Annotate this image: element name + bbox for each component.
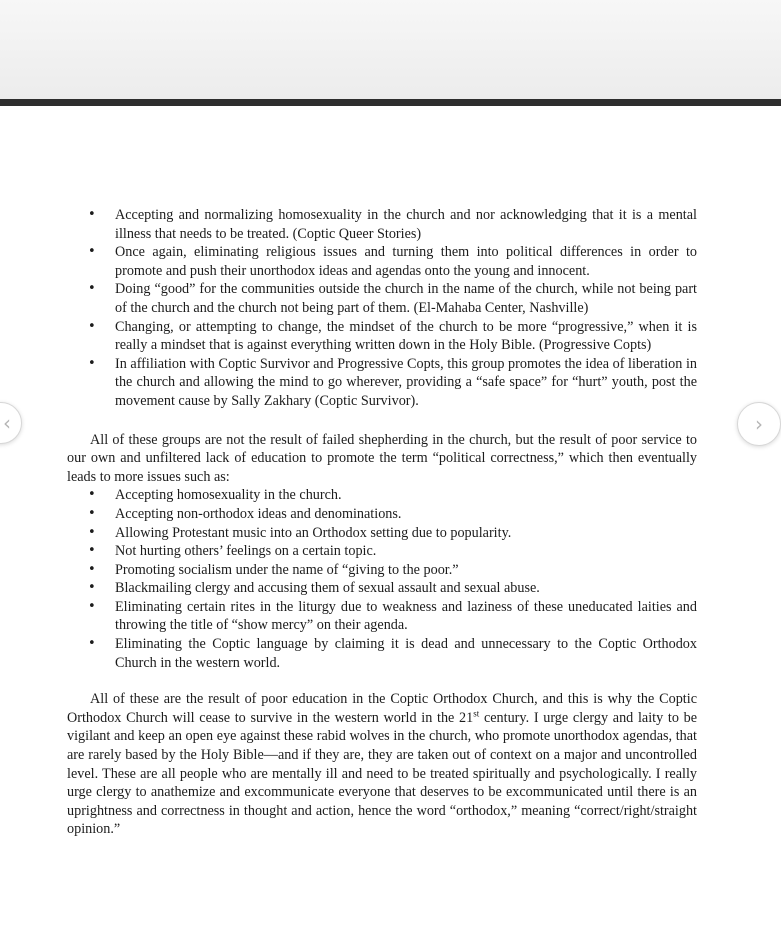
document-page (67, 206, 697, 839)
bullet-icon: • (88, 524, 96, 540)
next-button[interactable] (737, 402, 781, 446)
bullet-icon: • (88, 561, 96, 577)
bullet-icon: • (88, 207, 96, 222)
list-item: • Changing, or attempting to change, the mindset of the church to be more “progressive,” when it is really a mindset that is against everything written down in the Holy Bible. (Progressive Copts) (88, 318, 697, 354)
paragraph-2: All of these are the result of poor education in the Coptic Orthodox Church, and this is why the Coptic Orthodox Church will cease to survive in the western world in the 21st century. I urge clergy and laity to be vigilant and keep an open eye against these rabid wolves in the church, who promote unorthodox agendas, that are rarely based by the Holy Bible—and if they are, they are taken out of context on a major and uncontrolled level. These are all people who are mentally ill and need to be treated spiritually and psychologically. I really urge clergy to anathemize and excommunicate everyone that deserves to be excommunicated until there is an uprightness and correctness in thought and action, hence the word “orthodox,” meaning “correct/right/straight opinion.” (67, 691, 698, 838)
header-band (0, 0, 781, 100)
bullet-icon: • (88, 580, 96, 596)
header-divider (0, 99, 781, 106)
list-item: • Accepting homosexuality in the church. (88, 487, 342, 504)
list-item: • Not hurting others’ feelings on a certain topic. (88, 543, 377, 560)
chevron-right-icon: › (755, 412, 763, 436)
bullet-icon: • (88, 598, 96, 614)
bullet-icon: • (88, 318, 96, 334)
list-item: • Eliminating certain rites in the liturgy due to weakness and laziness of these uneducated laities and throwing the title of “show mercy” on their agenda. (88, 598, 697, 634)
bullet-icon: • (88, 281, 96, 297)
list-item: • Allowing Protestant music into an Orthodox setting due to popularity. (88, 524, 512, 541)
list-item: • Doing “good” for the communities outside the church in the name of the church, while not being part of the church and the church not being part of them. (El-Mahaba Center, Nashville) (88, 281, 697, 316)
list-item: • Once again, eliminating religious issues and turning them into political differences in order to promote and push their unorthodox ideas and agendas onto the young and innocent. (88, 244, 697, 279)
bullet-icon: • (88, 355, 96, 371)
chevron-left-icon: ‹ (3, 411, 11, 435)
list-item: • Blackmailing clergy and accusing them of sexual assault and sexual abuse. (88, 580, 540, 597)
bullet-icon: • (88, 636, 96, 652)
bullet-icon: • (88, 487, 96, 503)
bullet-icon: • (88, 244, 96, 260)
previous-button[interactable] (0, 402, 22, 444)
list-item: • Accepting and normalizing homosexuality in the church and nor acknowledging that it is a mental illness that needs to be treated. (Coptic Queer Stories) (88, 207, 697, 242)
paragraph-1: All of these groups are not the result of failed shepherding in the church, but the result of poor service to our own and unfiltered lack of education to promote the term “political correctness,” which then eventually leads to more issues such as: (67, 431, 697, 485)
issue-list-top (67, 206, 697, 411)
bullet-icon: • (88, 543, 96, 559)
issue-list-bottom (67, 486, 697, 672)
list-item: • In affiliation with Coptic Survivor and Progressive Copts, this group promotes the idea of liberation in the church and allowing the mind to go wherever, providing a “safe space” for “hurt” youth, post the movement cause by Sally Zakhary (Coptic Survivor). (88, 355, 697, 409)
list-item: • Promoting socialism under the name of “giving to the poor.” (88, 561, 459, 578)
list-item: • Eliminating the Coptic language by claiming it is dead and unnecessary to the Coptic Orthodox Church in the western world. (88, 636, 697, 671)
list-item: • Accepting non-orthodox ideas and denominations. (88, 505, 402, 522)
bullet-icon: • (88, 505, 96, 521)
